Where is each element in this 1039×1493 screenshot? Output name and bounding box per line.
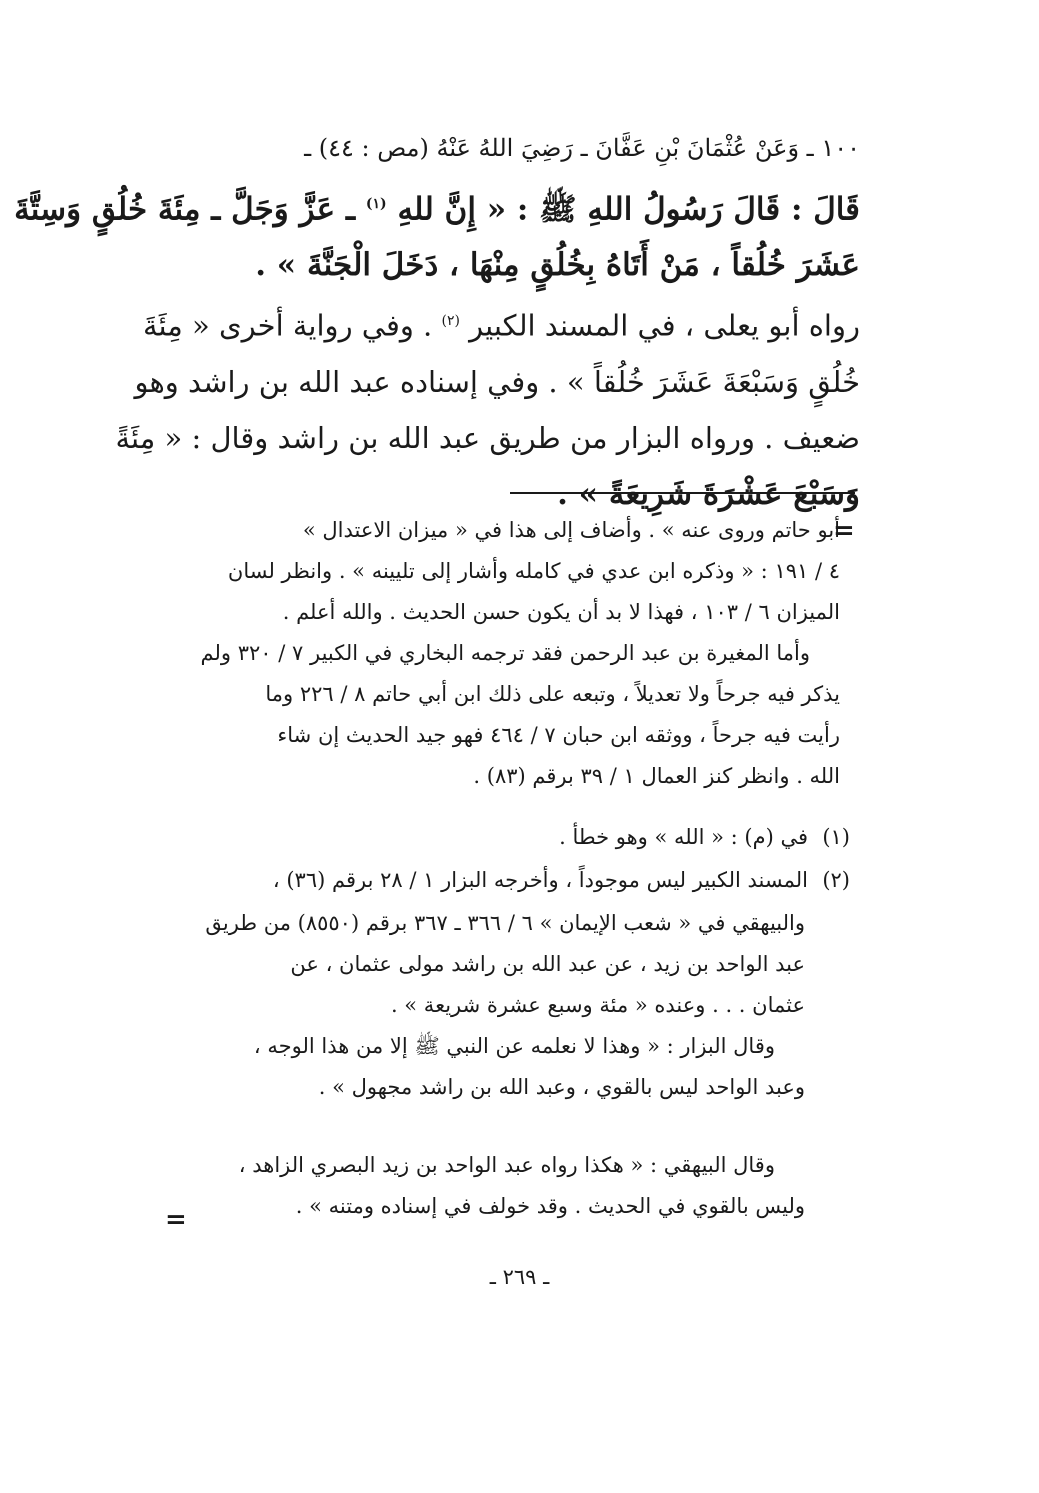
hadith-line-4: رواه أبو يعلى ، في المسند الكبير $^{(٢)}$ . وفي رواية أخرى « مِئَةَ xyxy=(142,308,860,343)
footnote-2-line-2: والبيهقي في « شعب الإيمان » ٦ / ٣٦٦ ـ ٣٦٧ برقم (٨٥٥٠) من طريق xyxy=(205,911,805,935)
hadith-line-7: وَسَبْعَ عَشْرَةَ شَرِيعَةً » . xyxy=(557,475,860,512)
footnotes-block xyxy=(160,510,840,797)
footnote-1-label: (١) xyxy=(822,825,850,849)
hadith-line-1: ١٠٠ ـ وَعَنْ عُثْمَانَ بْنِ عَفَّانَ ـ رَضِيَ اللهُ عَنْهُ (مص : ٤٤) ـ xyxy=(304,134,860,162)
footnote-2 xyxy=(160,860,850,901)
end-continuation-mark: = xyxy=(165,1205,187,1235)
note-cont-line-2: ٤ / ١٩١ : « وذكره ابن عدي في كامله وأشار إلى تليينه » . وانظر لسان xyxy=(227,559,840,583)
footnote-2-line-4: عثمان . . . وعنده « مئة وسبع عشرة شريعة » . xyxy=(390,993,805,1017)
note-cont-line-1: أبو حاتم وروى عنه » . وأضاف إلى هذا في « ميزان الاعتدال » xyxy=(302,518,840,542)
footnote-ref-2: (٢) xyxy=(441,313,460,330)
note-mughira-line-2: يذكر فيه جرحاً ولا تعديلاً ، وتبعه على ذلك ابن أبي حاتم ٨ / ٢٢٦ وما xyxy=(265,682,840,706)
bayhaqi-block xyxy=(160,1145,805,1227)
footnote-1 xyxy=(160,817,850,858)
note-mughira-line-1: وأما المغيرة بن عبد الرحمن فقد ترجمه البخاري في الكبير ٧ / ٣٢٠ ولم xyxy=(200,641,810,665)
footnote-2-body xyxy=(160,903,805,1108)
note-mughira-line-3: رأيت فيه جرحاً ، ووثقه ابن حبان ٧ / ٤٦٤ فهو جيد الحديث إن شاء xyxy=(277,723,840,747)
footnote-separator xyxy=(510,492,855,494)
page-number: ـ ٢٦٩ ـ xyxy=(489,1265,550,1289)
footnote-2-line-1: المسند الكبير ليس موجوداً ، وأخرجه البزار ١ / ٢٨ برقم (٣٦) ، xyxy=(272,868,808,892)
hadith-line-2: قَالَ : قَالَ رَسُولُ اللهِ ﷺ : « إِنَّ للهِ $^{(١)}$ ـ عَزَّ وَجَلَّ ـ مِئَةَ خُلُقٍ وَسِتَّةَ xyxy=(14,191,860,228)
footnote-1-text: في (م) : « الله » وهو خطأ . xyxy=(559,825,808,849)
note-cont-line-3: الميزان ٦ / ١٠٣ ، فهذا لا بد أن يكون حسن الحديث . والله أعلم . xyxy=(282,600,840,624)
footnote-2-label: (٢) xyxy=(822,868,850,892)
bazzar-line-2: وعبد الواحد ليس بالقوي ، وعبد الله بن راشد مجهول » . xyxy=(318,1075,805,1099)
footnote-2-line-3: عبد الواحد بن زيد ، عن عبد الله بن راشد مولى عثمان ، عن xyxy=(290,952,805,976)
bayhaqi-line-2: وليس بالقوي في الحديث . وقد خولف في إسناده ومتنه » . xyxy=(295,1194,805,1218)
note-mughira-line-4: الله . وانظر كنز العمال ١ / ٣٩ برقم (٨٣) . xyxy=(473,764,840,788)
continuation-mark: = xyxy=(833,516,855,546)
hadith-line-3: عَشَرَ خُلُقاً ، مَنْ أَتَاهُ بِخُلُقٍ مِنْهَا ، دَخَلَ الْجَنَّةَ » . xyxy=(255,247,860,284)
bazzar-line-1: وقال البزار : « وهذا لا نعلمه عن النبي ﷺ إلا من هذا الوجه ، xyxy=(253,1034,775,1058)
hadith-line-5: خُلُقٍ وَسَبْعَةَ عَشَرَ خُلُقاً » . وفي إسناده عبد الله بن راشد وهو xyxy=(134,364,860,399)
footnote-ref-1: (١) xyxy=(365,196,387,212)
hadith-block xyxy=(14,118,860,522)
hadith-line-6: ضعيف . ورواه البزار من طريق عبد الله بن راشد وقال : « مِئَةً xyxy=(115,420,860,455)
bayhaqi-line-1: وقال البيهقي : « هكذا رواه عبد الواحد بن زيد البصري الزاهد ، xyxy=(238,1153,775,1177)
